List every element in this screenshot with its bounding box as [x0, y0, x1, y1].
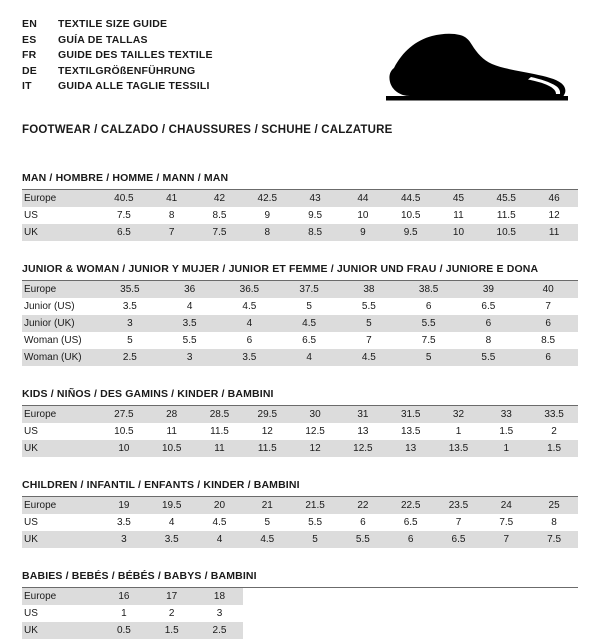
size-cell: 33.5 [530, 406, 578, 423]
size-cell: 45.5 [482, 190, 530, 207]
size-cell: 6 [518, 315, 578, 332]
size-table-man [22, 190, 578, 241]
size-cell: 12 [261, 426, 273, 437]
footwear-category-title: FOOTWEAR / CALZADO / CHAUSSURES / SCHUHE / CALZATURE [22, 124, 393, 136]
size-cell: 36 [160, 281, 220, 298]
language-code: FR [22, 49, 37, 61]
section-junior-woman [22, 263, 578, 366]
size-cell: 31 [339, 406, 387, 423]
row-label: UK [22, 531, 100, 548]
size-cell: 16 [100, 588, 148, 605]
size-cell: 7 [482, 531, 530, 548]
size-cell: 36.5 [220, 281, 280, 298]
size-cell: 6.5 [403, 517, 418, 528]
size-cell: 6 [246, 335, 253, 346]
size-cell: 5.5 [459, 349, 519, 366]
language-title: TEXTILE SIZE GUIDE [58, 18, 168, 30]
row-label: Europe [22, 190, 100, 207]
empty-cell [291, 588, 339, 605]
table-row [22, 605, 578, 622]
row-label: Junior (UK) [22, 315, 100, 332]
size-cell: 2 [168, 608, 175, 619]
empty-cell [482, 605, 530, 622]
size-cell: 5 [399, 349, 459, 366]
size-cell: 5.5 [399, 315, 459, 332]
language-code: DE [22, 64, 37, 77]
size-cell: 12.5 [339, 440, 387, 457]
size-cell: 10.5 [114, 426, 134, 437]
size-cell: 23.5 [435, 497, 483, 514]
size-cell: 10 [435, 224, 483, 241]
size-cell: 2.5 [100, 349, 160, 366]
size-cell: 40.5 [100, 190, 148, 207]
language-title-list [22, 18, 213, 96]
size-table-children [22, 497, 578, 548]
size-cell: 11 [196, 440, 244, 457]
table-row [22, 281, 578, 298]
table-row [22, 588, 578, 605]
size-cell: 11.5 [210, 426, 229, 437]
table-row [22, 315, 578, 332]
size-cell: 39 [459, 281, 519, 298]
size-cell: 3 [160, 349, 220, 366]
size-cell: 38.5 [399, 281, 459, 298]
table-row [22, 423, 578, 440]
size-cell: 7.5 [530, 531, 578, 548]
size-cell: 4 [279, 349, 339, 366]
size-cell: 13.5 [435, 440, 483, 457]
size-cell: 2 [551, 426, 557, 437]
size-cell: 5.5 [182, 335, 197, 346]
size-cell: 35.5 [100, 281, 160, 298]
table-row [22, 514, 578, 531]
size-cell: 44.5 [387, 190, 435, 207]
row-label: US [24, 210, 38, 221]
size-cell: 6 [459, 315, 519, 332]
size-cell: 28 [148, 406, 196, 423]
size-cell: 38 [339, 281, 399, 298]
section-man [22, 172, 578, 241]
table-row [22, 531, 578, 548]
table-row [22, 497, 578, 514]
size-cell: 5 [291, 531, 339, 548]
size-cell: 5 [264, 517, 271, 528]
table-row [22, 440, 578, 457]
table-row [22, 349, 578, 366]
row-label: Woman (UK) [22, 349, 100, 366]
section-kids [22, 388, 578, 457]
section-babies [22, 570, 578, 639]
size-cell: 8 [551, 517, 557, 528]
size-cell: 13 [387, 440, 435, 457]
language-title: GUIDE DES TAILLES TEXTILE [58, 49, 213, 61]
size-cell: 22.5 [387, 497, 435, 514]
empty-cell [482, 622, 530, 639]
size-cell: 33 [482, 406, 530, 423]
size-cell: 12.5 [305, 426, 325, 437]
size-cell: 19 [100, 497, 148, 514]
table-row [22, 622, 578, 639]
size-cell: 21 [243, 497, 291, 514]
size-cell: 3 [100, 315, 160, 332]
language-title: TEXTILGRÖßENFÜHRUNG [58, 64, 196, 77]
size-cell: 3.5 [148, 531, 196, 548]
size-cell: 27.5 [100, 406, 148, 423]
size-cell: 7.5 [421, 335, 436, 346]
size-cell: 4.5 [212, 517, 227, 528]
size-cell: 8.5 [541, 335, 556, 346]
size-table-babies [22, 588, 578, 639]
empty-cell [435, 588, 483, 605]
size-cell: 6.5 [481, 301, 496, 312]
size-cell: 5.5 [308, 517, 323, 528]
size-cell: 6 [518, 349, 578, 366]
table-row [22, 207, 578, 224]
table-row [22, 406, 578, 423]
size-cell: 10.5 [400, 210, 421, 221]
size-cell: 43 [291, 190, 339, 207]
size-cell: 24 [482, 497, 530, 514]
size-cell: 11 [453, 210, 464, 221]
size-table-kids [22, 406, 578, 457]
size-cell: 6 [425, 301, 432, 312]
row-label: Europe [22, 281, 100, 298]
size-cell: 32 [435, 406, 483, 423]
size-cell: 0.5 [100, 622, 148, 639]
size-cell: 6 [360, 517, 366, 528]
size-cell: 1 [121, 608, 127, 619]
empty-cell [339, 605, 387, 622]
empty-cell [387, 605, 435, 622]
size-cell: 4.5 [279, 315, 339, 332]
section-title: JUNIOR & WOMAN / JUNIOR Y MUJER / JUNIOR ET FEMME / JUNIOR UND FRAU / JUNIORE E DONA [22, 263, 578, 281]
language-row [22, 80, 213, 96]
empty-cell [291, 622, 339, 639]
size-cell: 1.5 [499, 426, 514, 437]
row-label: UK [22, 622, 100, 639]
size-cell: 3.5 [116, 517, 131, 528]
size-cell: 44 [339, 190, 387, 207]
size-cell: 1.5 [530, 440, 578, 457]
size-cell: 3 [100, 531, 148, 548]
row-label: UK [22, 440, 100, 457]
document-header [22, 18, 578, 110]
table-row [22, 190, 578, 207]
section-children [22, 479, 578, 548]
size-cell: 7.5 [196, 224, 244, 241]
size-cell: 10.5 [148, 440, 196, 457]
section-title: KIDS / NIÑOS / DES GAMINS / KINDER / BAMBINI [22, 388, 578, 406]
size-cell: 5 [127, 335, 133, 346]
size-cell: 5 [339, 315, 399, 332]
size-table-junior-woman [22, 281, 578, 366]
size-cell: 3 [216, 608, 223, 619]
size-cell: 10.5 [482, 224, 530, 241]
size-cell: 20 [196, 497, 244, 514]
size-cell: 4 [220, 315, 280, 332]
size-cell: 17 [148, 588, 196, 605]
empty-cell [243, 605, 291, 622]
empty-cell [530, 588, 578, 605]
size-cell: 11 [166, 426, 177, 437]
size-cell: 22 [339, 497, 387, 514]
size-cell: 25 [530, 497, 578, 514]
empty-cell [530, 605, 578, 622]
size-cell: 4.5 [243, 531, 291, 548]
row-label: US [24, 517, 38, 528]
table-row [22, 224, 578, 241]
size-cell: 1 [455, 426, 462, 437]
size-cell: 42 [196, 190, 244, 207]
size-cell: 4 [168, 517, 175, 528]
size-cell: 30 [291, 406, 339, 423]
section-title: MAN / HOMBRE / HOMME / MANN / MAN [22, 172, 578, 190]
size-cell: 8.5 [212, 210, 227, 221]
size-cell: 3.5 [122, 301, 137, 312]
empty-cell [387, 588, 435, 605]
empty-cell [435, 622, 483, 639]
size-cell: 4.5 [339, 349, 399, 366]
size-cell: 7 [148, 224, 196, 241]
row-label: Junior (US) [24, 301, 75, 312]
size-cell: 6.5 [435, 531, 483, 548]
empty-cell [339, 588, 387, 605]
empty-cell [387, 622, 435, 639]
size-cell: 18 [196, 588, 244, 605]
size-cell: 46 [530, 190, 578, 207]
empty-cell [243, 588, 291, 605]
size-cell: 31.5 [387, 406, 435, 423]
row-label: Europe [22, 588, 100, 605]
size-cell: 9 [339, 224, 387, 241]
section-title: CHILDREN / INFANTIL / ENFANTS / KINDER / BAMBINI [22, 479, 578, 497]
size-cell: 6.5 [302, 335, 317, 346]
language-code: ES [22, 33, 37, 46]
size-cell: 4.5 [242, 301, 257, 312]
dress-shoe-icon [380, 30, 570, 106]
table-row [22, 332, 578, 349]
size-cell: 13.5 [400, 426, 421, 437]
empty-cell [482, 588, 530, 605]
size-cell: 9.5 [308, 210, 323, 221]
empty-cell [291, 605, 339, 622]
language-row [22, 65, 213, 81]
size-cell: 5.5 [361, 301, 376, 312]
empty-cell [530, 622, 578, 639]
language-row [22, 34, 213, 50]
language-row [22, 49, 213, 65]
language-code: EN [22, 18, 37, 30]
size-cell: 12 [548, 210, 560, 221]
empty-cell [435, 605, 483, 622]
size-cell: 5 [306, 301, 312, 312]
language-code: IT [22, 80, 32, 92]
size-cell: 21.5 [291, 497, 339, 514]
size-cell: 4 [196, 531, 244, 548]
size-cell: 13 [357, 426, 369, 437]
size-cell: 11 [530, 224, 578, 241]
size-cell: 7.5 [116, 210, 131, 221]
row-label: Europe [22, 497, 100, 514]
empty-cell [339, 622, 387, 639]
table-row [22, 298, 578, 315]
size-cell: 12 [291, 440, 339, 457]
row-label: US [24, 608, 38, 619]
size-cell: 7 [545, 301, 551, 312]
size-cell: 19.5 [148, 497, 196, 514]
size-cell: 6.5 [100, 224, 148, 241]
size-cell: 10 [357, 210, 369, 221]
row-label: US [24, 426, 38, 437]
size-cell: 7 [366, 335, 372, 346]
language-title: GUÍA DE TALLAS [58, 33, 148, 46]
size-cell: 9.5 [387, 224, 435, 241]
size-cell: 8 [168, 210, 175, 221]
size-cell: 3.5 [160, 315, 220, 332]
row-label: Woman (US) [24, 335, 82, 346]
size-cell: 40 [518, 281, 578, 298]
size-cell: 6 [387, 531, 435, 548]
size-cell: 29.5 [243, 406, 291, 423]
size-cell: 37.5 [279, 281, 339, 298]
section-title: BABIES / BEBÉS / BÉBÉS / BABYS / BAMBINI [22, 570, 578, 588]
size-cell: 28.5 [196, 406, 244, 423]
size-cell: 1 [482, 440, 530, 457]
row-label: Europe [22, 406, 100, 423]
language-row [22, 18, 213, 34]
size-cell: 3.5 [220, 349, 280, 366]
size-cell: 10 [100, 440, 148, 457]
size-cell: 2.5 [196, 622, 244, 639]
empty-cell [243, 622, 291, 639]
size-cell: 41 [148, 190, 196, 207]
size-cell: 1.5 [148, 622, 196, 639]
size-cell: 4 [186, 301, 193, 312]
size-cell: 11.5 [496, 210, 516, 221]
size-cell: 9 [264, 210, 271, 221]
size-cell: 7 [455, 517, 462, 528]
size-cell: 8 [243, 224, 291, 241]
size-cell: 5.5 [339, 531, 387, 548]
language-title: GUIDA ALLE TAGLIE TESSILI [58, 80, 210, 92]
size-cell: 8 [485, 335, 492, 346]
size-cell: 8.5 [291, 224, 339, 241]
size-cell: 11.5 [243, 440, 291, 457]
size-cell: 45 [435, 190, 483, 207]
size-cell: 7.5 [499, 517, 514, 528]
row-label: UK [22, 224, 100, 241]
size-cell: 42.5 [243, 190, 291, 207]
